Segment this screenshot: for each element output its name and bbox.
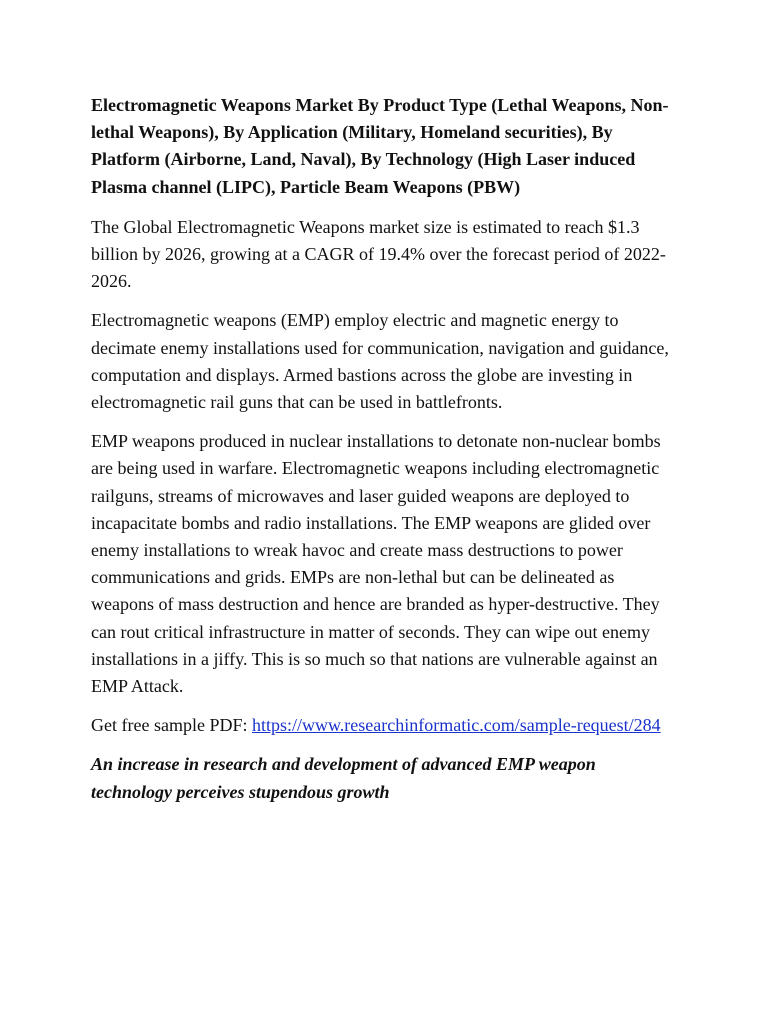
paragraph-market-size: The Global Electromagnetic Weapons market size is estimated to reach $1.3 billion by 2026, growing at a CAGR of 19.4% over the forecast period of 2022-2026. xyxy=(91,216,666,292)
paragraph-emp-usage: EMP weapons produced in nuclear installations to detonate non-nuclear bombs are being used in warfare. Electromagnetic weapons including electromagnetic railguns, streams of microwaves and laser guided weapons are deployed to incapacitate bombs and radio installations. The EMP weapons are glided over enemy installations to wreak havoc and create mass destructions to power communications and grids. EMPs are non-lethal but can be delineated as weapons of mass destruction and hence are branded as hyper-destructive. They can rout critical infrastructure in matter of seconds. They can wipe out enemy installations in a jiffy. This is so much so that nations are vulnerable against an EMP Attack. xyxy=(91,431,661,697)
sample-pdf-label: Get free sample PDF: xyxy=(91,715,252,736)
section-subheading: An increase in research and development of advanced EMP weapon technology perceives stupendous growth xyxy=(91,754,596,802)
document-page xyxy=(91,92,681,806)
sample-pdf-line xyxy=(91,712,681,739)
document-title: Electromagnetic Weapons Market By Product Type (Lethal Weapons, Non-lethal Weapons), By Application (Military, Homeland securities), By Platform (Airborne, Land, Naval), By Technology (High Laser induced Plasma channel (LIPC), Particle Beam Weapons (PBW) xyxy=(91,95,669,197)
paragraph-emp-definition: Electromagnetic weapons (EMP) employ electric and magnetic energy to decimate enemy installations used for communication, navigation and guidance, computation and displays. Armed bastions across the globe are investing in electromagnetic rail guns that can be used in battlefronts. xyxy=(91,310,669,413)
sample-pdf-link[interactable]: https://www.researchinformatic.com/sample-request/284 xyxy=(251,715,661,736)
